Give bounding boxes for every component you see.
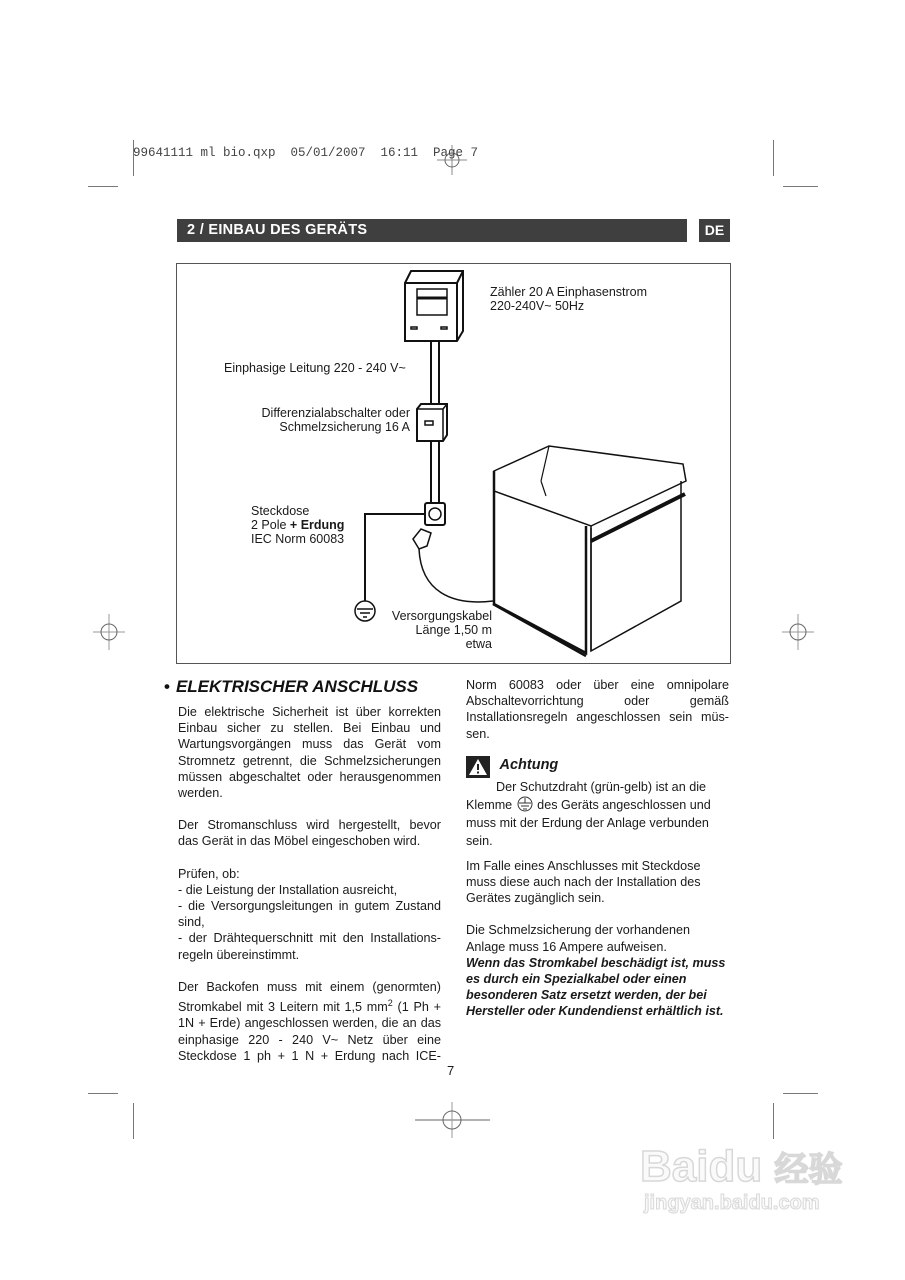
cable-label-line: etwa — [465, 637, 492, 651]
crop-mark — [773, 140, 774, 176]
socket-label-line: IEC Norm 60083 — [251, 532, 345, 546]
check-item: - die Versorgungsleitungen in gutem Zustand sind, — [178, 899, 441, 930]
meter-label — [490, 285, 647, 313]
paragraph: Norm 60083 oder über eine omnipolare Abschaltevorrichtung oder gemäß Installationsregeln angeschlossen sein müs-sen. — [466, 678, 729, 741]
line-label: Einphasige Leitung 220 - 240 V~ — [224, 361, 406, 375]
earth-terminal-icon — [516, 796, 534, 812]
meter-label-line: 220-240V~ 50Hz — [490, 299, 585, 313]
breaker-label-line: Differenzialabschalter oder — [261, 406, 410, 420]
paragraph: Die elektrische Sicherheit ist über korrekten Einbau sicher zu stellen. Bei Einbau und Wartungsvorgängen muss das Gerät vom Stromnetz getrennt, die Schmelzsicherungen müssen abgeschaltet oder herausgenommen werden. — [178, 705, 441, 801]
crop-mark — [133, 1103, 134, 1139]
breaker-label-line: Schmelzsicherung 16 A — [279, 420, 410, 434]
watermark-suffix: 经验 — [774, 1151, 843, 1189]
registration-mark-icon — [415, 1100, 490, 1140]
text: Der Backofen muss mit einem (genormten) Stromkabel mit 3 Leitern mit 1,5 mm — [178, 979, 441, 1015]
section-title-text: ELEKTRISCHER ANSCHLUSS — [175, 677, 419, 696]
warning-title: Achtung — [499, 756, 559, 773]
watermark — [640, 1142, 843, 1215]
text: Die Schmelzsicherung der vorhandenen Anlage muss 16 Ampere aufweisen. — [466, 923, 691, 954]
meter-label-line: Zähler 20 A Einphasenstrom — [490, 285, 648, 299]
socket-earth: + Erdung — [289, 518, 345, 532]
watermark-brand: Baidu — [640, 1142, 763, 1191]
right-column — [466, 677, 729, 1036]
crop-mark — [783, 186, 818, 187]
paragraph — [178, 979, 441, 1064]
paragraph: Im Falle eines Anschlusses mit Steckdose muss diese auch nach der Installation des Gerätes zugänglich sein. — [466, 858, 701, 906]
wiring-illustration — [177, 264, 730, 663]
crop-mark — [88, 186, 118, 187]
warning-icon — [466, 756, 490, 778]
text: Klemme — [466, 797, 516, 812]
socket-label-line: Steckdose — [251, 504, 310, 518]
paragraph — [466, 922, 729, 1019]
warning-text: Der Schutzdraht (grün-gelb) ist an die — [496, 779, 706, 794]
breaker-label — [262, 406, 410, 434]
paragraph: Der Stromanschluss wird hergestellt, bevor das Gerät in das Möbel eingeschoben wird. — [178, 818, 441, 849]
socket-label — [251, 504, 344, 546]
text: des Geräts angeschlossen und muss mit der Erdung der Anlage verbunden sein. — [466, 797, 711, 848]
socket-poles: 2 Pole — [251, 518, 290, 532]
page-number: 7 — [447, 1063, 455, 1078]
bold-warning-text: Wenn das Stromkabel beschädigt ist, muss es durch ein Spezialkabel oder einen besonderen Satz ersetzt werden, der bei Hersteller oder Kundendienst erhältlich ist. — [466, 955, 726, 1019]
warning-heading — [466, 756, 729, 778]
check-item: - die Leistung der Installation ausreicht, — [178, 882, 398, 897]
check-intro: Prüfen, ob: — [178, 866, 240, 881]
superscript: 2 — [387, 998, 393, 1009]
cable-label-line: Versorgungskabel — [391, 609, 492, 623]
section-header-bar: 2 / EINBAU DES GERÄTS — [177, 219, 687, 242]
registration-mark-icon — [89, 612, 129, 652]
warning-text — [466, 796, 729, 850]
cable-label-line: Länge 1,50 m — [415, 623, 492, 637]
crop-mark — [88, 1093, 118, 1094]
crop-mark — [773, 1103, 774, 1139]
check-item: - der Drähtequerschnitt mit den Installations-regeln übereinstimmt. — [178, 931, 441, 962]
left-column — [178, 704, 441, 1080]
warning-block — [466, 756, 729, 850]
bullet: • — [164, 677, 170, 696]
print-slug: 99641111 ml bio.qxp 05/01/2007 16:11 Page 7 — [133, 146, 479, 160]
crop-mark — [783, 1093, 818, 1094]
installation-diagram — [176, 263, 731, 664]
language-badge: DE — [699, 219, 730, 242]
registration-mark-icon — [778, 612, 818, 652]
check-list — [178, 866, 441, 963]
socket-label-line — [251, 518, 344, 532]
cable-label — [392, 609, 492, 651]
text: (1 Ph + 1N + Erde) angeschlossen werden, die an das einphasige 220 - 240 V~ Netz über eine Steckdose 1 ph + 1 N + Erdung nach ICE- — [178, 1000, 441, 1063]
section-title — [164, 677, 418, 697]
watermark-url: jingyan.baidu.com — [644, 1192, 820, 1214]
